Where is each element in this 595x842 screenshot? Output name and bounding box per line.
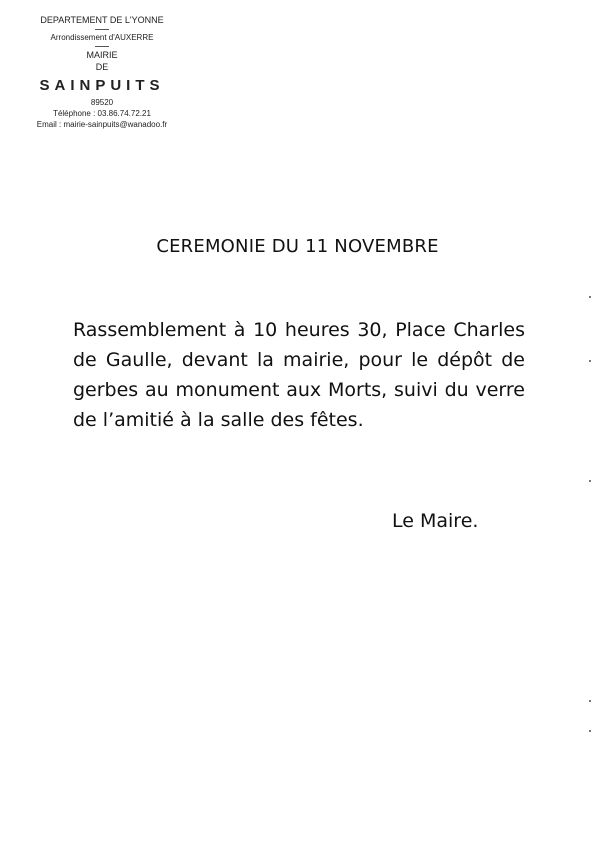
letterhead-divider [95, 29, 109, 30]
letterhead [22, 14, 182, 130]
letterhead-email: Email : mairie-sainpuits@wanadoo.fr [36, 120, 168, 129]
announcement-body: Rassemblement à 10 heures 30, Place Charles de Gaulle, devant la mairie, pour le dépôt de gerbes au monument aux Morts, suivi du verre de l’amitié à la salle des fêtes. [73, 319, 525, 431]
scan-artifact [589, 360, 591, 362]
letterhead-postcode: 89520 [90, 98, 114, 107]
letterhead-arrondissement: Arrondissement d'AUXERRE [50, 33, 154, 42]
letterhead-telephone: Téléphone : 03.86.74.72.21 [53, 109, 151, 118]
signature: Le Maire. [392, 510, 479, 532]
letterhead-de: DE [95, 62, 109, 72]
letterhead-town-name: SAINPUITS [39, 77, 165, 94]
scan-artifact [589, 730, 591, 732]
scan-artifact [589, 700, 591, 702]
announcement-title: CEREMONIE DU 11 NOVEMBRE [156, 236, 439, 257]
scan-artifact [589, 296, 591, 298]
letterhead-divider [95, 46, 109, 47]
letterhead-department: DEPARTEMENT DE L'YONNE [40, 15, 164, 25]
letterhead-mairie: MAIRIE [86, 50, 118, 60]
scan-artifact [589, 480, 591, 482]
